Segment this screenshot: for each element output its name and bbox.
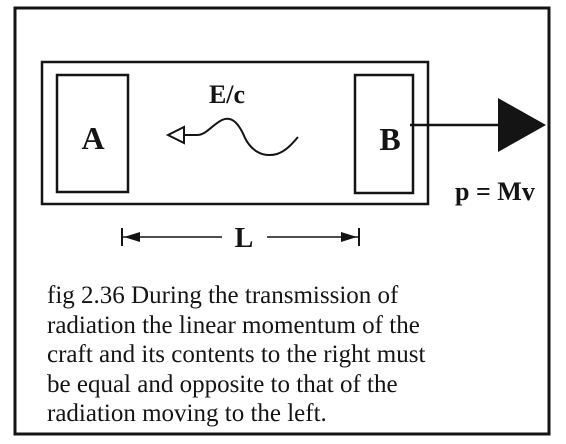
momentum-arrowhead-icon [498,98,546,152]
caption-line: be equal and opposite to that of the [47,370,398,398]
length-label: L [234,223,254,254]
radiation-wave [184,119,298,155]
caption-line: radiation moving to the left. [47,400,327,427]
length-arrowhead-right-icon [341,232,357,242]
caption-line: fig 2.36 During the transmission of [47,282,399,309]
box-a-label: A [81,120,105,156]
length-arrowhead-left-icon [124,232,140,242]
figure-caption [47,281,537,429]
momentum-label: p = Mv [455,177,535,206]
radiation-label: E/c [208,80,246,109]
caption-line: craft and its contents to the right must [47,341,426,368]
caption-line: radiation the linear momentum of the [47,311,420,339]
radiation-arrowhead-icon [168,127,184,143]
box-b-label: B [379,121,401,157]
